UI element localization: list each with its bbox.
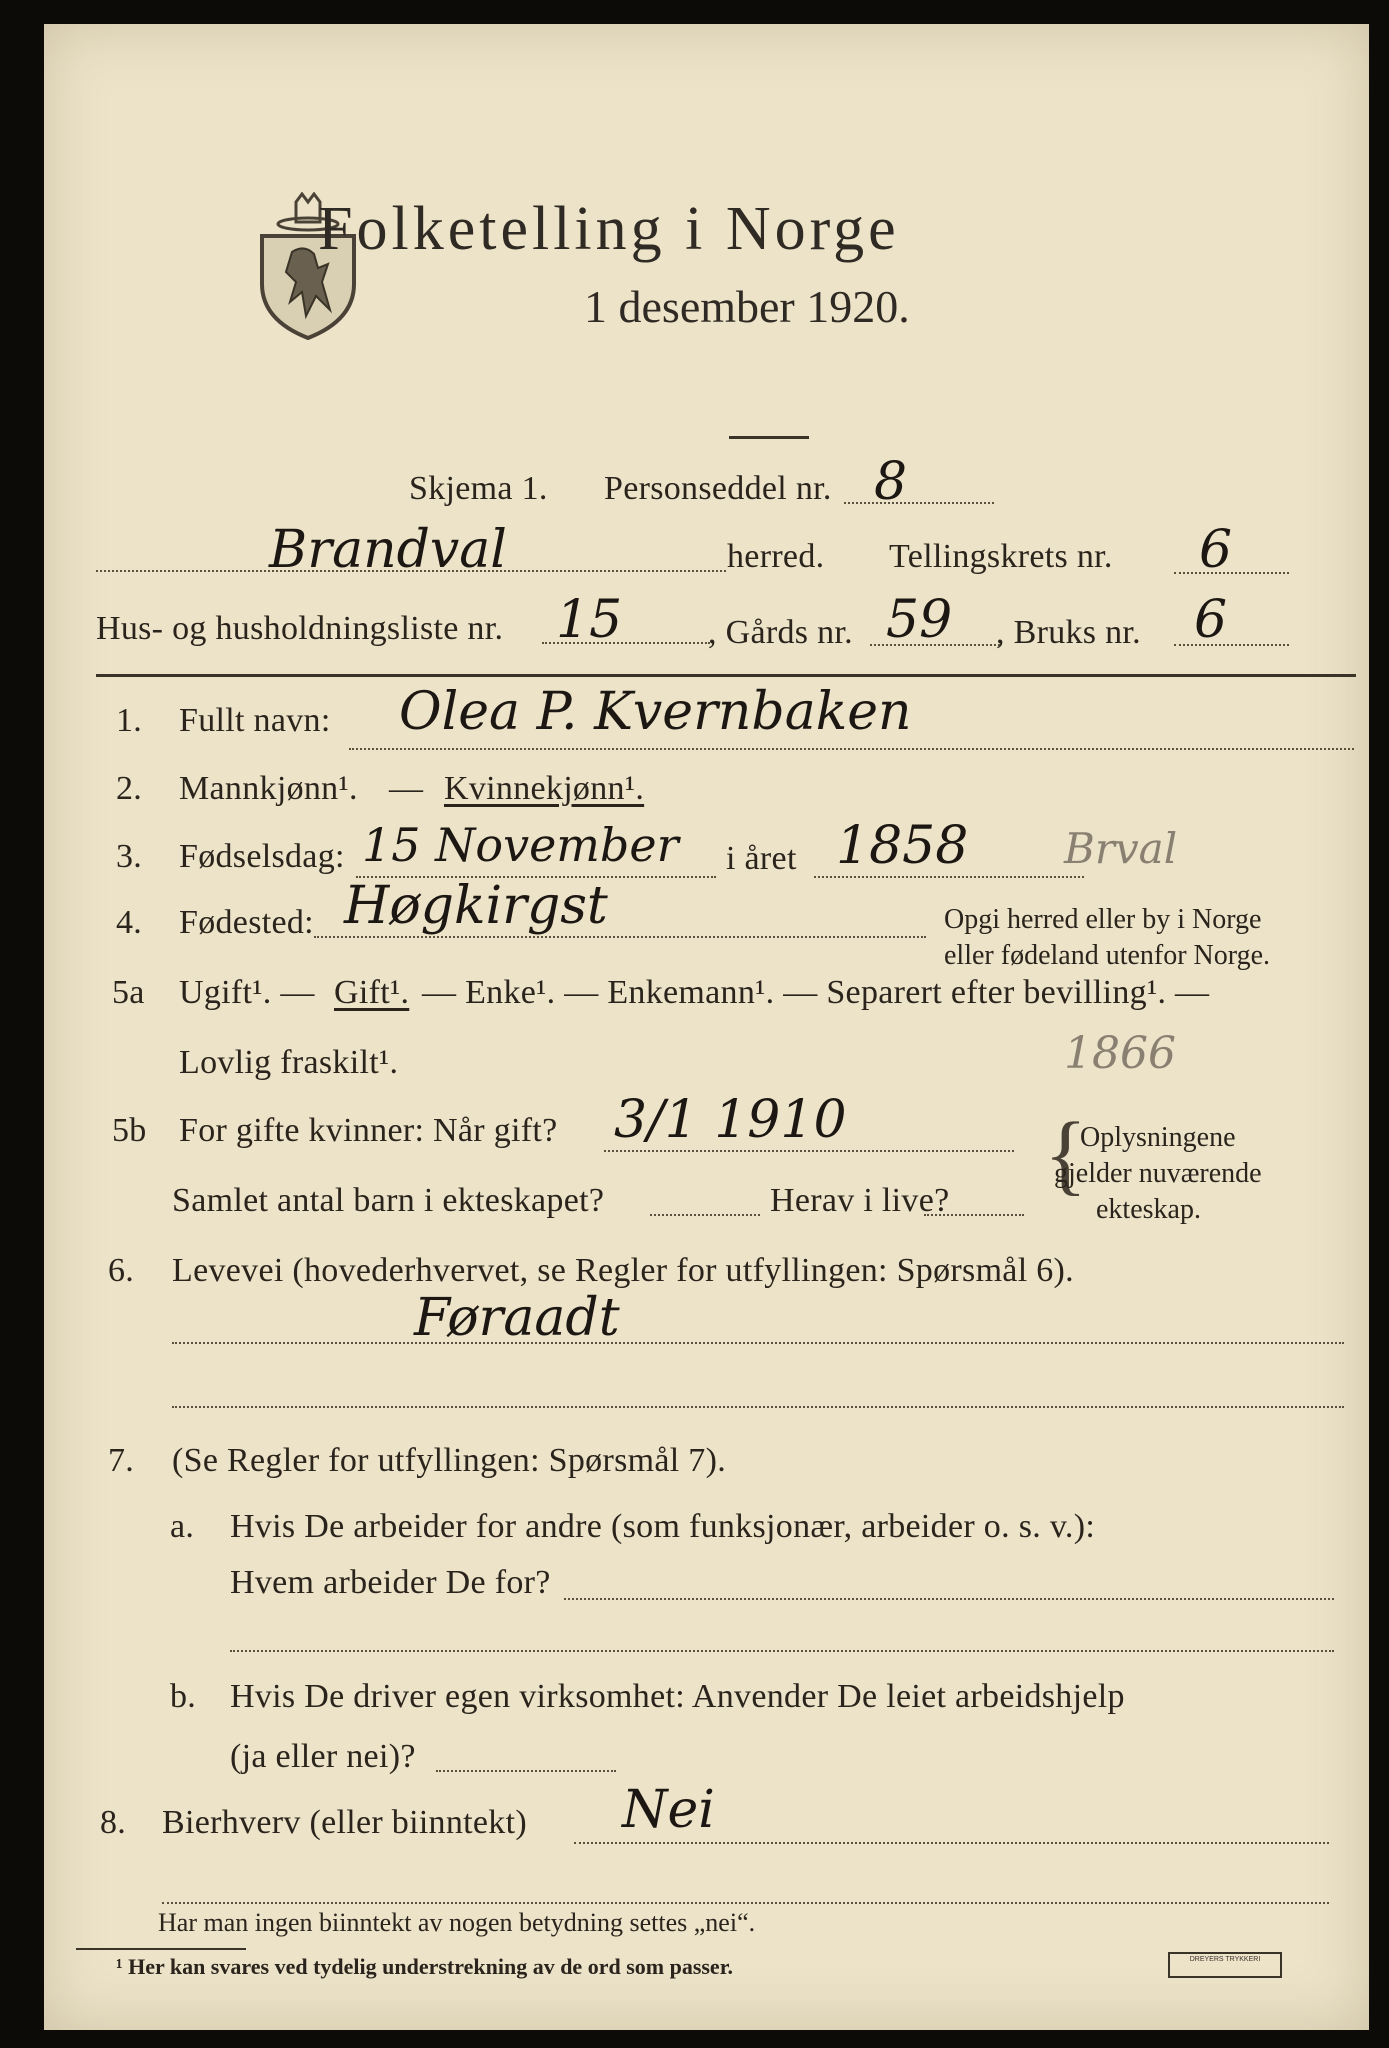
- q5b-note-line3: ekteskap.: [1096, 1194, 1201, 1225]
- q1-field-line: [349, 748, 1354, 750]
- q5b-alive-field-line: [924, 1214, 1024, 1216]
- q7a-letter: a.: [170, 1508, 195, 1545]
- q5b-alive-label: Herav i live?: [770, 1182, 950, 1219]
- q6-field-line-2: [172, 1406, 1344, 1408]
- marital-options-rest: — Enke¹. — Enkemann¹. — Separert efter bevilling¹. —: [422, 974, 1210, 1011]
- schema-label: Skjema 1.: [409, 470, 548, 507]
- herred-label: herred.: [727, 538, 825, 575]
- side-income-value: Nei: [622, 1780, 715, 1840]
- q7-number: 7.: [108, 1442, 135, 1479]
- q5b-number: 5b: [112, 1112, 147, 1149]
- q8-field-line-2: [162, 1902, 1329, 1904]
- q7b-letter: b.: [170, 1678, 197, 1715]
- bruks-label: , Bruks nr.: [996, 614, 1141, 651]
- printer-stamp: [1168, 1952, 1282, 1978]
- form-title: Folketelling i Norge: [318, 195, 900, 263]
- title-divider: [729, 436, 809, 439]
- husholdning-value: 15: [556, 590, 623, 650]
- census-form-page: [44, 24, 1369, 2030]
- q5b-date-field-line: [604, 1150, 1014, 1152]
- personseddel-label: Personseddel nr.: [604, 470, 832, 507]
- q5b-children-label: Samlet antal barn i ekteskapet?: [172, 1182, 605, 1219]
- q5b-label: For gifte kvinner: Når gift?: [179, 1112, 558, 1149]
- full-name-value: Olea P. Kvernbaken: [399, 682, 912, 742]
- q1-label: Fullt navn:: [179, 702, 331, 739]
- gards-value: 59: [886, 590, 953, 650]
- footnote: ¹ Her kan svares ved tydelig understrekning av de ord som passer.: [116, 1954, 733, 1979]
- q1-number: 1.: [116, 702, 143, 739]
- q7b-label: Hvis De driver egen virksomhet: Anvender De leiet arbeidshjelp: [230, 1678, 1125, 1715]
- q7a-employer-label: Hvem arbeider De for?: [230, 1564, 551, 1601]
- q6-label: Levevei (hovederhvervet, se Regler for utfyllingen: Spørsmål 6).: [172, 1252, 1074, 1289]
- q4-number: 4.: [116, 904, 143, 941]
- header-rule: [96, 674, 1356, 677]
- q5a-number: 5a: [112, 974, 145, 1011]
- q7b-field-line: [436, 1770, 616, 1772]
- q2-number: 2.: [116, 770, 143, 807]
- personseddel-field-line: [844, 502, 994, 504]
- occupation-value: Føraadt: [414, 1288, 620, 1348]
- q4-field-line: [314, 936, 926, 938]
- married-option-underlined: Gift¹.: [334, 974, 410, 1011]
- q3-year-field-line: [814, 876, 1084, 878]
- q5b-note-line2: gjelder nuværende: [1054, 1158, 1262, 1189]
- marriage-date-value: 3/1 1910: [614, 1090, 847, 1150]
- q6-field-line-1: [172, 1342, 1344, 1344]
- female-option-underlined: Kvinnekjønn¹.: [444, 770, 645, 807]
- gards-label: , Gårds nr.: [708, 614, 853, 651]
- q8-label: Bierhverv (eller biinntekt): [162, 1804, 527, 1841]
- male-option: Mannkjønn¹.: [179, 770, 358, 807]
- birthday-value: 15 November: [362, 818, 679, 872]
- q7b-yes-no-label: (ja eller nei)?: [230, 1738, 416, 1775]
- bruks-value: 6: [1194, 590, 1228, 650]
- q2-separator: —: [389, 770, 424, 807]
- q4-note-line2: eller fødeland utenfor Norge.: [944, 940, 1271, 971]
- herred-value: Brandval: [269, 520, 507, 580]
- birth-year-value: 1858: [836, 816, 969, 876]
- q8-field-line-1: [574, 1842, 1329, 1844]
- margin-note-year: 1866: [1064, 1028, 1176, 1079]
- q7a-field-line-1: [564, 1598, 1334, 1600]
- q3-number: 3.: [116, 838, 143, 875]
- q3-label: Fødselsdag:: [179, 838, 345, 875]
- tellingskrets-label: Tellingskrets nr.: [889, 538, 1113, 575]
- q7-label: (Se Regler for utfyllingen: Spørsmål 7).: [172, 1442, 727, 1479]
- q3-year-label: i året: [726, 840, 797, 877]
- q5b-note-line1: Oplysningene: [1080, 1122, 1236, 1153]
- divorced-option: Lovlig fraskilt¹.: [179, 1044, 399, 1081]
- q6-number: 6.: [108, 1252, 135, 1289]
- printer-stamp-text: DREYERS TRYKKERI: [1189, 1956, 1261, 1963]
- husholdning-label: Hus- og husholdningsliste nr.: [96, 610, 504, 647]
- footnote-rule: [76, 1948, 246, 1950]
- q8-number: 8.: [100, 1804, 127, 1841]
- census-date: 1 desember 1920.: [584, 281, 910, 332]
- q7a-field-line-2: [230, 1650, 1334, 1652]
- q5b-brace: {: [1044, 1105, 1088, 1204]
- biinntekt-note: Har man ingen biinntekt av nogen betydning settes „nei“.: [158, 1908, 756, 1937]
- personseddel-value: 8: [874, 452, 908, 512]
- birthplace-value: Høgkirgst: [344, 876, 608, 936]
- q5b-children-field-line: [650, 1214, 760, 1216]
- q4-note-line1: Opgi herred eller by i Norge: [944, 904, 1262, 935]
- q4-label: Fødested:: [179, 904, 314, 941]
- margin-note-place: Brval: [1064, 824, 1178, 873]
- tellingskrets-value: 6: [1199, 520, 1233, 580]
- unmarried-option: Ugift¹. —: [179, 974, 315, 1011]
- q7a-label: Hvis De arbeider for andre (som funksjonær, arbeider o. s. v.):: [230, 1508, 1096, 1545]
- bruks-field-line: [1174, 644, 1289, 646]
